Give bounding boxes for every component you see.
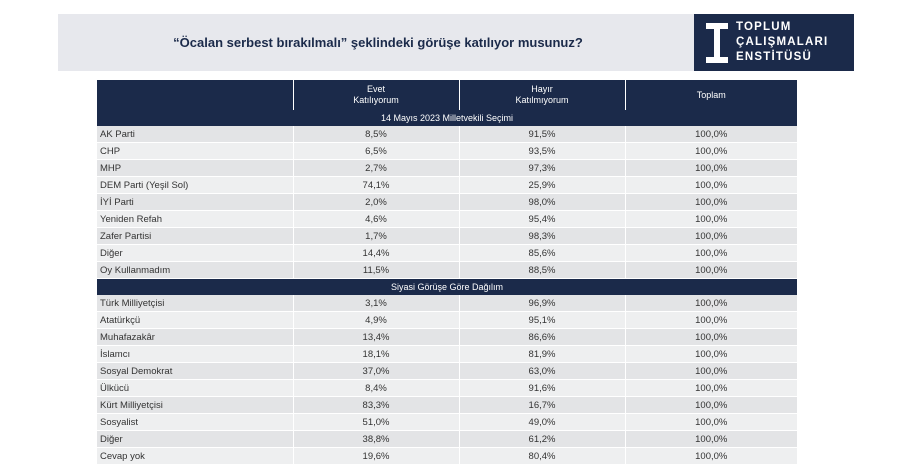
row-label: CHP [97, 143, 293, 160]
cell-evet: 13,4% [293, 329, 459, 346]
cell-toplam: 100,0% [625, 397, 797, 414]
cell-evet: 1,7% [293, 228, 459, 245]
logo-line: ENSTİTÜSÜ [736, 51, 812, 63]
cell-toplam: 100,0% [625, 346, 797, 363]
row-label: AK Parti [97, 126, 293, 143]
logo-text [736, 20, 828, 65]
section-header-row [97, 279, 797, 296]
cell-hayir: 85,6% [459, 245, 625, 262]
cell-evet: 37,0% [293, 363, 459, 380]
row-label: Diğer [97, 245, 293, 262]
header-toplam: Toplam [625, 80, 797, 110]
cell-hayir: 91,5% [459, 126, 625, 143]
table-header-row [97, 80, 797, 110]
header-hayir-line1: Hayır [531, 84, 553, 94]
cell-toplam: 100,0% [625, 245, 797, 262]
table-row [97, 363, 797, 380]
table-row [97, 295, 797, 312]
cell-hayir: 98,3% [459, 228, 625, 245]
header-label-column [97, 80, 293, 110]
row-label: Atatürkçü [97, 312, 293, 329]
page-title: “Öcalan serbest bırakılmalı” şeklindeki görüşe katılıyor musunuz? [173, 35, 583, 50]
cell-hayir: 91,6% [459, 380, 625, 397]
row-label: DEM Parti (Yeşil Sol) [97, 177, 293, 194]
cell-toplam: 100,0% [625, 448, 797, 465]
table-row [97, 228, 797, 245]
cell-hayir: 95,1% [459, 312, 625, 329]
table-row [97, 262, 797, 279]
cell-toplam: 100,0% [625, 143, 797, 160]
cell-hayir: 61,2% [459, 431, 625, 448]
row-label: Yeniden Refah [97, 211, 293, 228]
row-label: Muhafazakâr [97, 329, 293, 346]
cell-hayir: 81,9% [459, 346, 625, 363]
table-row [97, 312, 797, 329]
cell-hayir: 25,9% [459, 177, 625, 194]
cell-evet: 6,5% [293, 143, 459, 160]
table-row [97, 160, 797, 177]
cell-hayir: 95,4% [459, 211, 625, 228]
row-label: Cevap yok [97, 448, 293, 465]
cell-evet: 4,6% [293, 211, 459, 228]
section-title: 14 Mayıs 2023 Milletvekili Seçimi [97, 110, 797, 126]
table-row [97, 431, 797, 448]
header-evet [293, 80, 459, 110]
cell-toplam: 100,0% [625, 363, 797, 380]
row-label: Kürt Milliyetçisi [97, 397, 293, 414]
row-label: Zafer Partisi [97, 228, 293, 245]
row-label: Oy Kullanmadım [97, 262, 293, 279]
cell-hayir: 93,5% [459, 143, 625, 160]
cell-toplam: 100,0% [625, 295, 797, 312]
brand-logo [694, 14, 854, 71]
section-header-row [97, 110, 797, 126]
cell-hayir: 96,9% [459, 295, 625, 312]
cell-evet: 2,0% [293, 194, 459, 211]
cell-toplam: 100,0% [625, 194, 797, 211]
cell-evet: 18,1% [293, 346, 459, 363]
cell-evet: 83,3% [293, 397, 459, 414]
cell-toplam: 100,0% [625, 160, 797, 177]
row-label: Diğer [97, 431, 293, 448]
results-table [97, 80, 797, 465]
table-row [97, 346, 797, 363]
cell-hayir: 49,0% [459, 414, 625, 431]
cell-toplam: 100,0% [625, 329, 797, 346]
cell-toplam: 100,0% [625, 312, 797, 329]
section-title: Siyasi Görüşe Göre Dağılım [97, 279, 797, 296]
row-label: Ülkücü [97, 380, 293, 397]
table-row [97, 245, 797, 262]
table-row [97, 211, 797, 228]
table-row [97, 414, 797, 431]
cell-toplam: 100,0% [625, 380, 797, 397]
cell-evet: 3,1% [293, 295, 459, 312]
cell-toplam: 100,0% [625, 211, 797, 228]
cell-evet: 38,8% [293, 431, 459, 448]
logo-mark-icon [706, 23, 728, 63]
table-row [97, 380, 797, 397]
cell-hayir: 88,5% [459, 262, 625, 279]
cell-hayir: 63,0% [459, 363, 625, 380]
table-row [97, 126, 797, 143]
row-label: Türk Milliyetçisi [97, 295, 293, 312]
table-row [97, 397, 797, 414]
cell-hayir: 86,6% [459, 329, 625, 346]
cell-evet: 8,5% [293, 126, 459, 143]
cell-evet: 8,4% [293, 380, 459, 397]
cell-toplam: 100,0% [625, 126, 797, 143]
table-row [97, 329, 797, 346]
cell-hayir: 16,7% [459, 397, 625, 414]
row-label: MHP [97, 160, 293, 177]
cell-toplam: 100,0% [625, 228, 797, 245]
cell-evet: 51,0% [293, 414, 459, 431]
header-evet-line2: Katılıyorum [353, 95, 399, 105]
cell-toplam: 100,0% [625, 431, 797, 448]
cell-toplam: 100,0% [625, 262, 797, 279]
cell-evet: 14,4% [293, 245, 459, 262]
cell-toplam: 100,0% [625, 414, 797, 431]
cell-evet: 11,5% [293, 262, 459, 279]
table-row [97, 177, 797, 194]
cell-evet: 4,9% [293, 312, 459, 329]
cell-hayir: 98,0% [459, 194, 625, 211]
header-evet-line1: Evet [366, 84, 385, 94]
cell-hayir: 97,3% [459, 160, 625, 177]
row-label: İYİ Parti [97, 194, 293, 211]
row-label: İslamcı [97, 346, 293, 363]
header-hayir [459, 80, 625, 110]
cell-evet: 74,1% [293, 177, 459, 194]
cell-evet: 19,6% [293, 448, 459, 465]
row-label: Sosyal Demokrat [97, 363, 293, 380]
header-hayir-line2: Katılmıyorum [515, 95, 569, 105]
row-label: Sosyalist [97, 414, 293, 431]
table-row [97, 143, 797, 160]
cell-toplam: 100,0% [625, 177, 797, 194]
cell-evet: 2,7% [293, 160, 459, 177]
logo-line: TOPLUM [736, 21, 792, 33]
cell-hayir: 80,4% [459, 448, 625, 465]
table-body [97, 110, 797, 465]
table-row [97, 194, 797, 211]
logo-line: ÇALIŞMALARI [736, 36, 829, 48]
